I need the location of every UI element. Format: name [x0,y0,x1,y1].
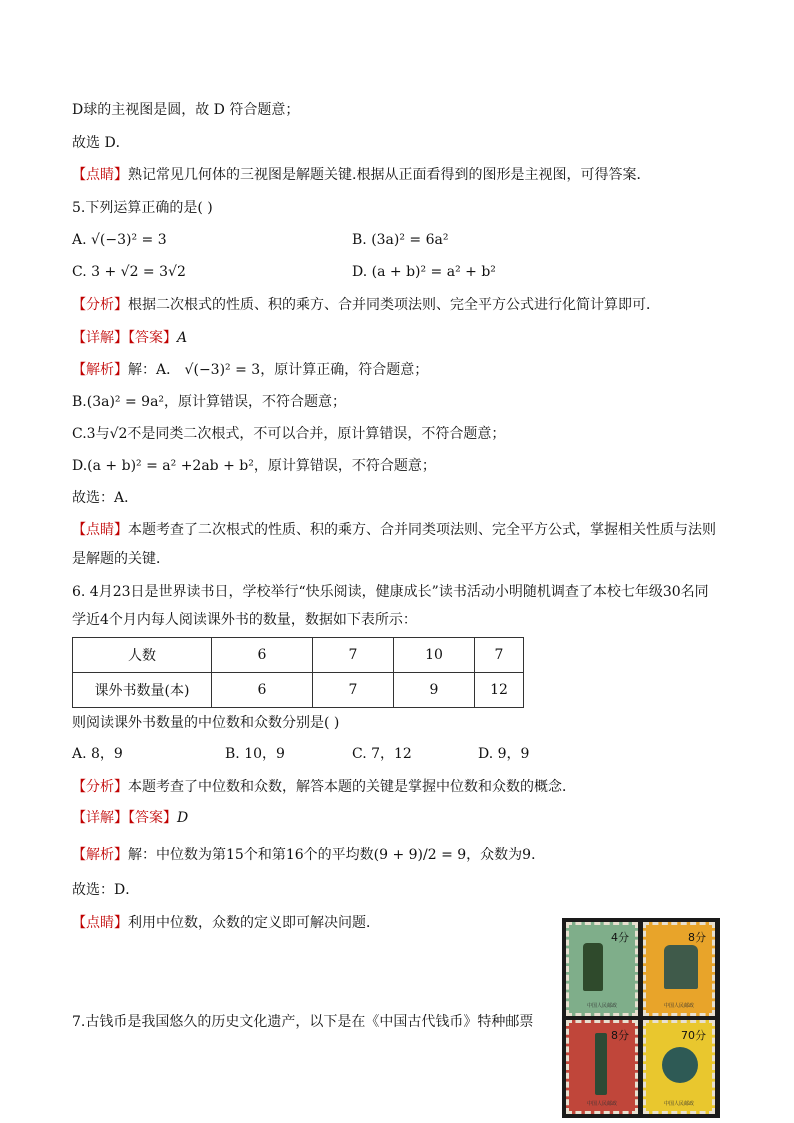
fenxi-text: 根据二次根式的性质、积的乘方、合并同类项法则、完全平方公式进行化简计算即可． [128,297,660,313]
table-cell: 6 [212,673,313,708]
table-cell: 课外书数量(本) [73,673,212,708]
stamp-footer: 中国人民邮政 [663,1003,694,1009]
question-6: 6. 4月23日是世界读书日，学校举行“快乐阅读，健康成长”读书活动小明随机调查了本校七年级30名同 [72,584,709,600]
data-table [72,637,524,708]
fenxi-text: 本题考查了中位数和众数，解答本题的关键是掌握中位数和众数的概念． [128,779,576,795]
table-cell: 12 [475,673,524,708]
text-line [72,520,716,540]
q5-option-c: C. 3 + √2 = 3√2 [72,264,186,280]
table-cell: 人数 [73,638,212,673]
stamp-footer: 中国人民邮政 [663,1101,694,1107]
answer-value: A [177,330,188,346]
tag-xiangjie: 【详解】 [72,810,128,826]
tag-daan: 【答案】 [128,810,177,826]
q5-option-a: A. √(−3)² = 3 [72,232,167,248]
tag-xiangjie: 【详解】 [72,330,128,346]
text-line: 是解题的关键． [72,551,170,567]
q6-option-c: C. 7，12 [352,746,412,762]
text-line: 故选 D． [72,135,130,151]
coin-icon [583,943,603,991]
text-line: 学近4个月内每人阅读课外书的数量，数据如下表所示： [72,612,417,628]
tag-fenxi: 【分析】 [72,297,128,313]
text-line: 故选：D． [72,882,140,898]
text-line: 则阅读课外书数量的中位数和众数分别是( ) [72,715,340,731]
table-cell: 7 [475,638,524,673]
text-line [72,165,650,185]
stamp-value: 8分 [611,1029,629,1042]
stamp [643,1020,715,1114]
stamp-footer: 中国人民邮政 [586,1101,617,1107]
tag-dianjing: 【点睛】 [72,167,128,183]
text-line: D球的主视图是圆，故 D 符合题意； [72,102,300,118]
tag-jiexi: 【解析】 [72,847,128,863]
stamp [643,922,715,1016]
question-5: 5.下列运算正确的是( ) [72,200,213,216]
stamp-value: 70分 [681,1029,706,1042]
coin-icon [662,1047,698,1083]
dianjing-text: 利用中位数，众数的定义即可解决问题． [128,915,380,931]
table-cell: 9 [394,673,475,708]
text-line [72,808,188,828]
tag-dianjing: 【点睛】 [72,915,128,931]
tag-daan: 【答案】 [128,330,177,346]
q5-option-b: B. (3a)² = 6a² [352,232,449,248]
text-line [72,777,576,797]
text-line: B.(3a)² = 9a²，原计算错误，不符合题意； [72,394,347,410]
q6-option-b: B. 10，9 [225,746,285,762]
table-cell: 7 [313,673,394,708]
question-7: 7.古钱币是我国悠久的历史文化遗产，以下是在《中国古代钱币》特种邮票 [72,1014,534,1030]
tag-dianjing: 【点睛】 [72,522,128,538]
table-cell: 6 [212,638,313,673]
text-line [72,328,187,348]
tag-jiexi: 【解析】 [72,362,128,378]
table-row [73,638,524,673]
stamp-value: 8分 [688,931,706,944]
dianjing-text: 熟记常见几何体的三视图是解题关键.根据从正面看得到的图形是主视图，可得答案． [128,167,651,183]
text-line: D.(a + b)² = a² +2ab + b²，原计算错误，不符合题意； [72,458,436,474]
text-line: C.3与√2不是同类二次根式，不可以合并，原计算错误，不符合题意； [72,426,506,442]
text-line: 故选：A． [72,490,139,506]
stamp-footer: 中国人民邮政 [586,1003,617,1009]
jiexi-text: 解：A． √(−3)² = 3，原计算正确，符合题意； [128,362,429,378]
text-line [72,913,380,933]
q5-option-d: D. (a + b)² = a² + b² [352,264,496,280]
table-row [73,673,524,708]
answer-value: D [177,810,189,826]
stamp [566,922,638,1016]
text-line [72,845,545,865]
stamp [566,1020,638,1114]
jiexi-text: 解：中位数为第15个和第16个的平均数(9 + 9)/2 = 9，众数为9． [128,847,546,863]
coin-icon [595,1033,607,1095]
tag-fenxi: 【分析】 [72,779,128,795]
coin-icon [664,945,698,989]
dianjing-text: 本题考查了二次根式的性质、积的乘方、合并同类项法则、完全平方公式，掌握相关性质与法则 [128,522,716,538]
q6-option-d: D. 9，9 [478,746,530,762]
table-cell: 7 [313,638,394,673]
stamps-image [562,918,720,1118]
stamp-value: 4分 [611,931,629,944]
text-line [72,295,660,315]
q6-option-a: A. 8，9 [72,746,123,762]
table-cell: 10 [394,638,475,673]
text-line [72,360,428,380]
